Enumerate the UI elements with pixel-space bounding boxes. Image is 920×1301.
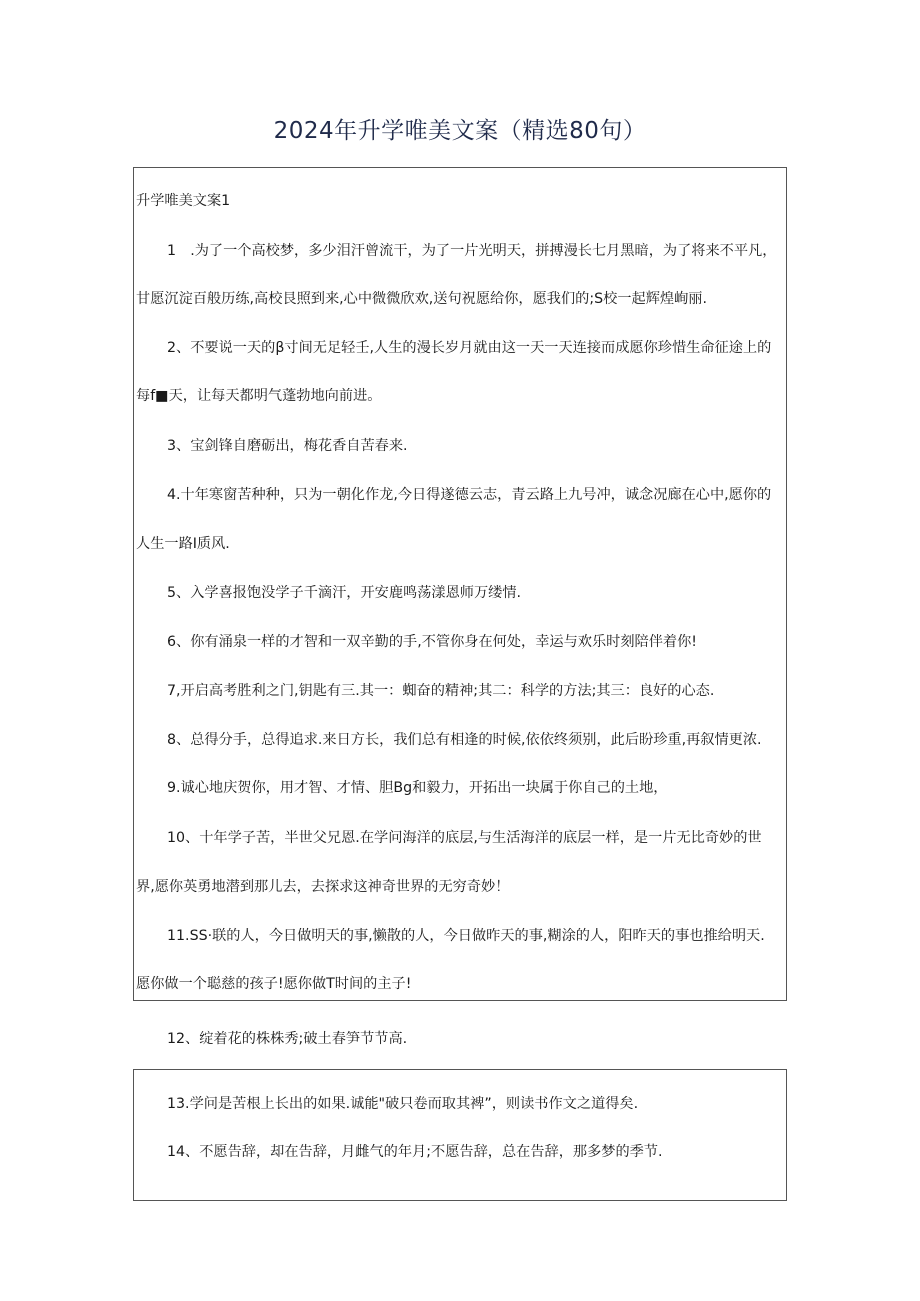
section-heading: 升学唯美文案1 xyxy=(136,193,231,209)
text-line: 1 .为了一个高校梦，多少泪汗曾流干，为了一片光明天，拼搏漫长七月黑暗，为了将来不平凡， xyxy=(167,243,777,259)
text-line: 14、不愿告辞，却在告辞，月雌气的年月;不愿告辞，总在告辞，那多梦的季节. xyxy=(167,1144,663,1160)
text-line: 11.SS·联的人，今日做明天的事,懒散的人，今日做昨天的事,糊涂的人，阳昨天的事也推给明天. xyxy=(167,928,765,944)
page-title: 2024年升学唯美文案（精选80句） xyxy=(273,118,647,144)
text-line: 3、宝剑锋自磨砺出，梅花香自苦春来. xyxy=(167,438,408,454)
content-box-2 xyxy=(133,1069,787,1201)
text-line: 13.学问是苦根上长出的如果.诚能"破只卷而取其裨”，则读书作文之道得矣. xyxy=(167,1096,639,1112)
text-line: 10、十年学子苦，半世父兄恩.在学问海洋的底层,与生活海洋的底层一样，是一片无比奇妙的世 xyxy=(167,830,762,846)
text-line: 9.诚心地庆贺你，用才智、才情、胆Bg和毅力，开拓出一块属于你自己的土地， xyxy=(167,780,668,796)
text-line: 4.十年寒窗苦种种，只为一朝化作龙,今日得遂德云志，青云路上九号冲，诚念况廊在心中,愿你的 xyxy=(167,487,772,503)
text-line: 7,开启高考胜利之门,钥匙有三.其一：蜘奋的精神;其二：科学的方法;其三：良好的心态. xyxy=(167,683,715,699)
text-line: 8、总得分手，总得追求.来日方长，我们总有相逢的时候,依依终须别，此后盼珍重,再叙情更浓. xyxy=(167,732,762,748)
text-line: 甘愿沉淀百般历练,高校艮照到来,心中微微欣欢,送句祝愿给你，愿我们的;S校一起辉煌峋丽. xyxy=(136,291,707,307)
text-line: 2、不要说一天的β寸间无足轻壬,人生的漫长岁月就由这一天一天连接而成愿你珍惜生命征途上的 xyxy=(167,340,772,356)
text-line: 每f■天，让每天都明气蓬勃地向前进。 xyxy=(136,388,382,404)
text-line: 愿你做一个聪慈的孩子!愿你做T时间的主子! xyxy=(136,976,412,992)
text-line: 人生一路I质风. xyxy=(136,536,230,552)
text-line: 6、你有涌泉一样的才智和一双辛勤的手,不管你身在何处，幸运与欢乐时刻陪伴着你! xyxy=(167,634,697,650)
text-line: 5、入学喜报饱没学子千滴汗，开安鹿鸣荡漾恩师万缕情. xyxy=(167,585,522,601)
text-line: 界,愿你英勇地潜到那儿去，去探求这神奇世界的无穷奇妙！ xyxy=(136,879,510,895)
text-line: 12、绽着花的株株秀;破土春笋节节高. xyxy=(167,1031,408,1047)
